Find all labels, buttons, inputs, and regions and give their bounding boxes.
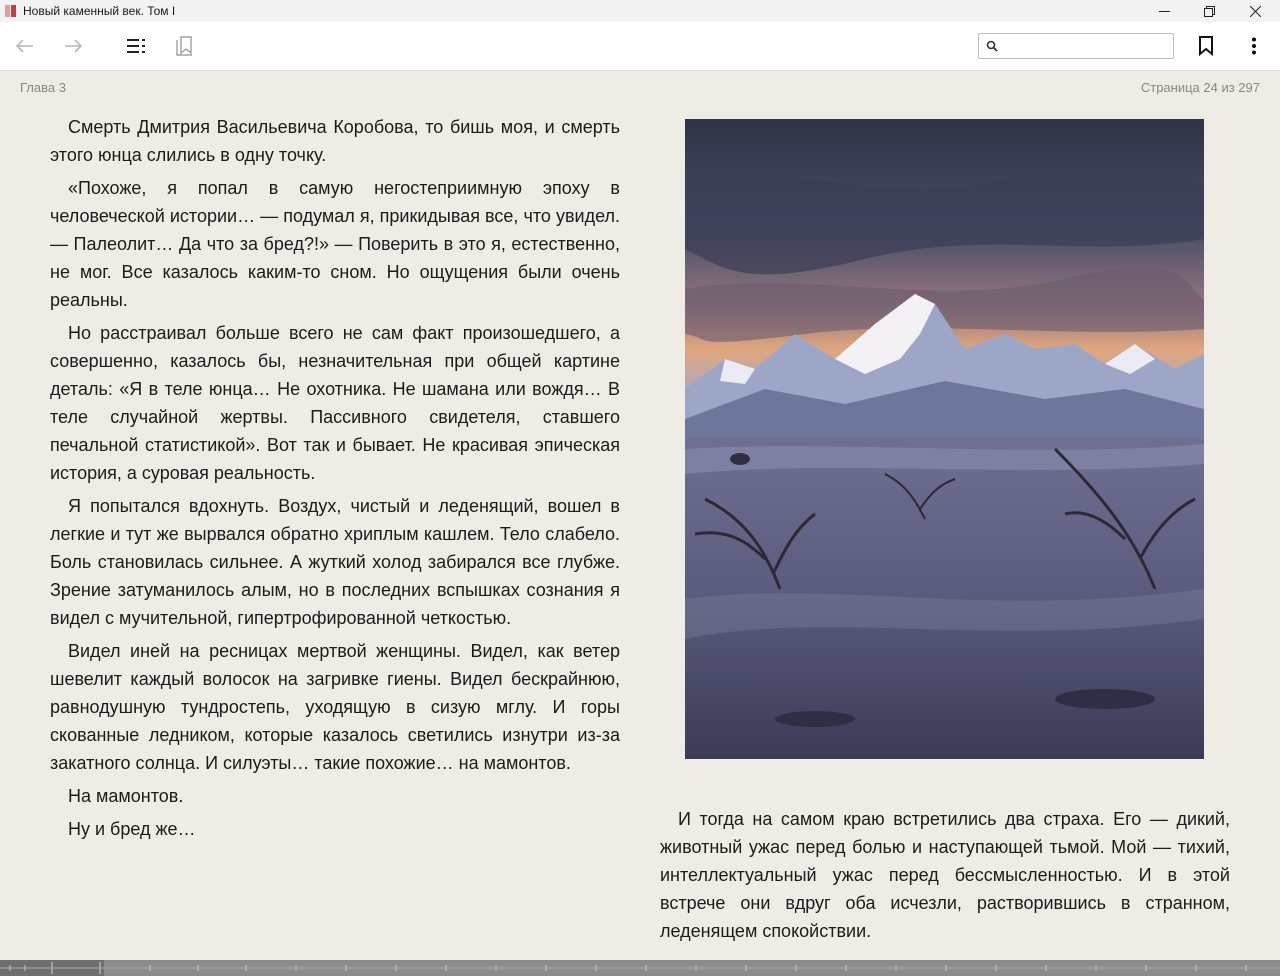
- reading-progress-bar[interactable]: [0, 960, 1280, 976]
- close-button[interactable]: [1232, 0, 1278, 22]
- back-button[interactable]: [5, 22, 45, 70]
- progress-ticks: [0, 960, 1280, 976]
- contents-button[interactable]: [117, 22, 157, 70]
- page-counter: Страница 24 из 297: [1140, 80, 1260, 95]
- close-icon: [1250, 6, 1261, 17]
- minimize-icon: [1159, 6, 1170, 17]
- bookmarks-list-button[interactable]: [165, 22, 205, 70]
- add-bookmark-button[interactable]: [1186, 22, 1226, 70]
- book-illustration: [685, 119, 1204, 759]
- paragraph: Смерть Дмитрия Васильевича Коробова, то бишь моя, и смерть этого юнца слились в одну точку.: [50, 117, 620, 165]
- forward-button[interactable]: [53, 22, 93, 70]
- paragraph: Но расстраивал больше всего не сам факт произошедшего, а совершенно, казалось бы, незначительная при общей картине деталь: «Я в теле юнца… Не охотника. Не шамана или вождя… В теле случайной жертвы. Пассивного свидетеля, ставшего печальной статистикой». Вот так и бывает. Не красивая эпическая история, а суровая реальность.: [50, 323, 620, 483]
- paragraph: Ну и бред же…: [68, 819, 196, 839]
- back-arrow-icon: [16, 39, 34, 53]
- paragraph: На мамонтов.: [68, 786, 184, 806]
- contents-list-icon: [127, 38, 147, 54]
- right-text-column: [660, 805, 1230, 950]
- reader-toolbar: [0, 22, 1280, 71]
- chapter-title: Глава 3: [20, 80, 66, 95]
- minimize-button[interactable]: [1141, 0, 1187, 22]
- search-field[interactable]: [978, 33, 1174, 59]
- paragraph: Видел иней на ресницах мертвой женщины. Видел, как ветер шевелит каждый волосок на загривке гиены. Видел бескрайнюю, равнодушную тундростепь, уходящую в сизую мглу. И горы скованные ледником, которые казалось светились изнутри из-за закатного солнца. И силуэты… такие похожие… на мамонтов.: [50, 641, 620, 773]
- paragraph: Я попытался вдохнуть. Воздух, чистый и леденящий, вошел в легкие и тут же вырвался обратно хриплым кашлем. Тело слабело. Боль становилась сильнее. А жуткий холод забирался все глубже. Зрение затуманилось алым, но в последних вспышках сознания я видел с мучительной, гипертрофированной четкостью.: [50, 496, 620, 628]
- bookmark-icon: [1198, 36, 1214, 56]
- bookmarks-icon: [175, 36, 195, 56]
- forward-arrow-icon: [64, 39, 82, 53]
- window-title: Новый каменный век. Том I: [23, 4, 176, 18]
- more-menu-icon: [1251, 37, 1257, 55]
- left-text-column: [50, 113, 620, 848]
- search-icon: [986, 40, 998, 52]
- paragraph: «Похоже, я попал в самую негостеприимную эпоху в человеческой истории… — подумал я, прикидывая все, что увидел. — Палеолит… Да что за бред?!» — Поверить в это я, естественно, не мог. Все казалось каким-то сном. Но ощущения были очень реальны.: [50, 178, 620, 310]
- search-input[interactable]: [1003, 37, 1167, 55]
- restore-button[interactable]: [1186, 0, 1232, 22]
- paragraph: И тогда на самом краю встретились два страха. Его — дикий, животный ужас перед болью и наступающей тьмой. Мой — тихий, интеллектуальный ужас перед бессмысленностью. И в этой встрече они вдруг оба исчезли, растворившись в странном, леденящем спокойствии.: [660, 809, 1230, 941]
- restore-icon: [1204, 6, 1215, 17]
- app-book-icon: [4, 4, 18, 18]
- more-menu-button[interactable]: [1234, 22, 1274, 70]
- window-title-bar: [0, 0, 1280, 22]
- mountain-landscape-illustration: [685, 119, 1204, 759]
